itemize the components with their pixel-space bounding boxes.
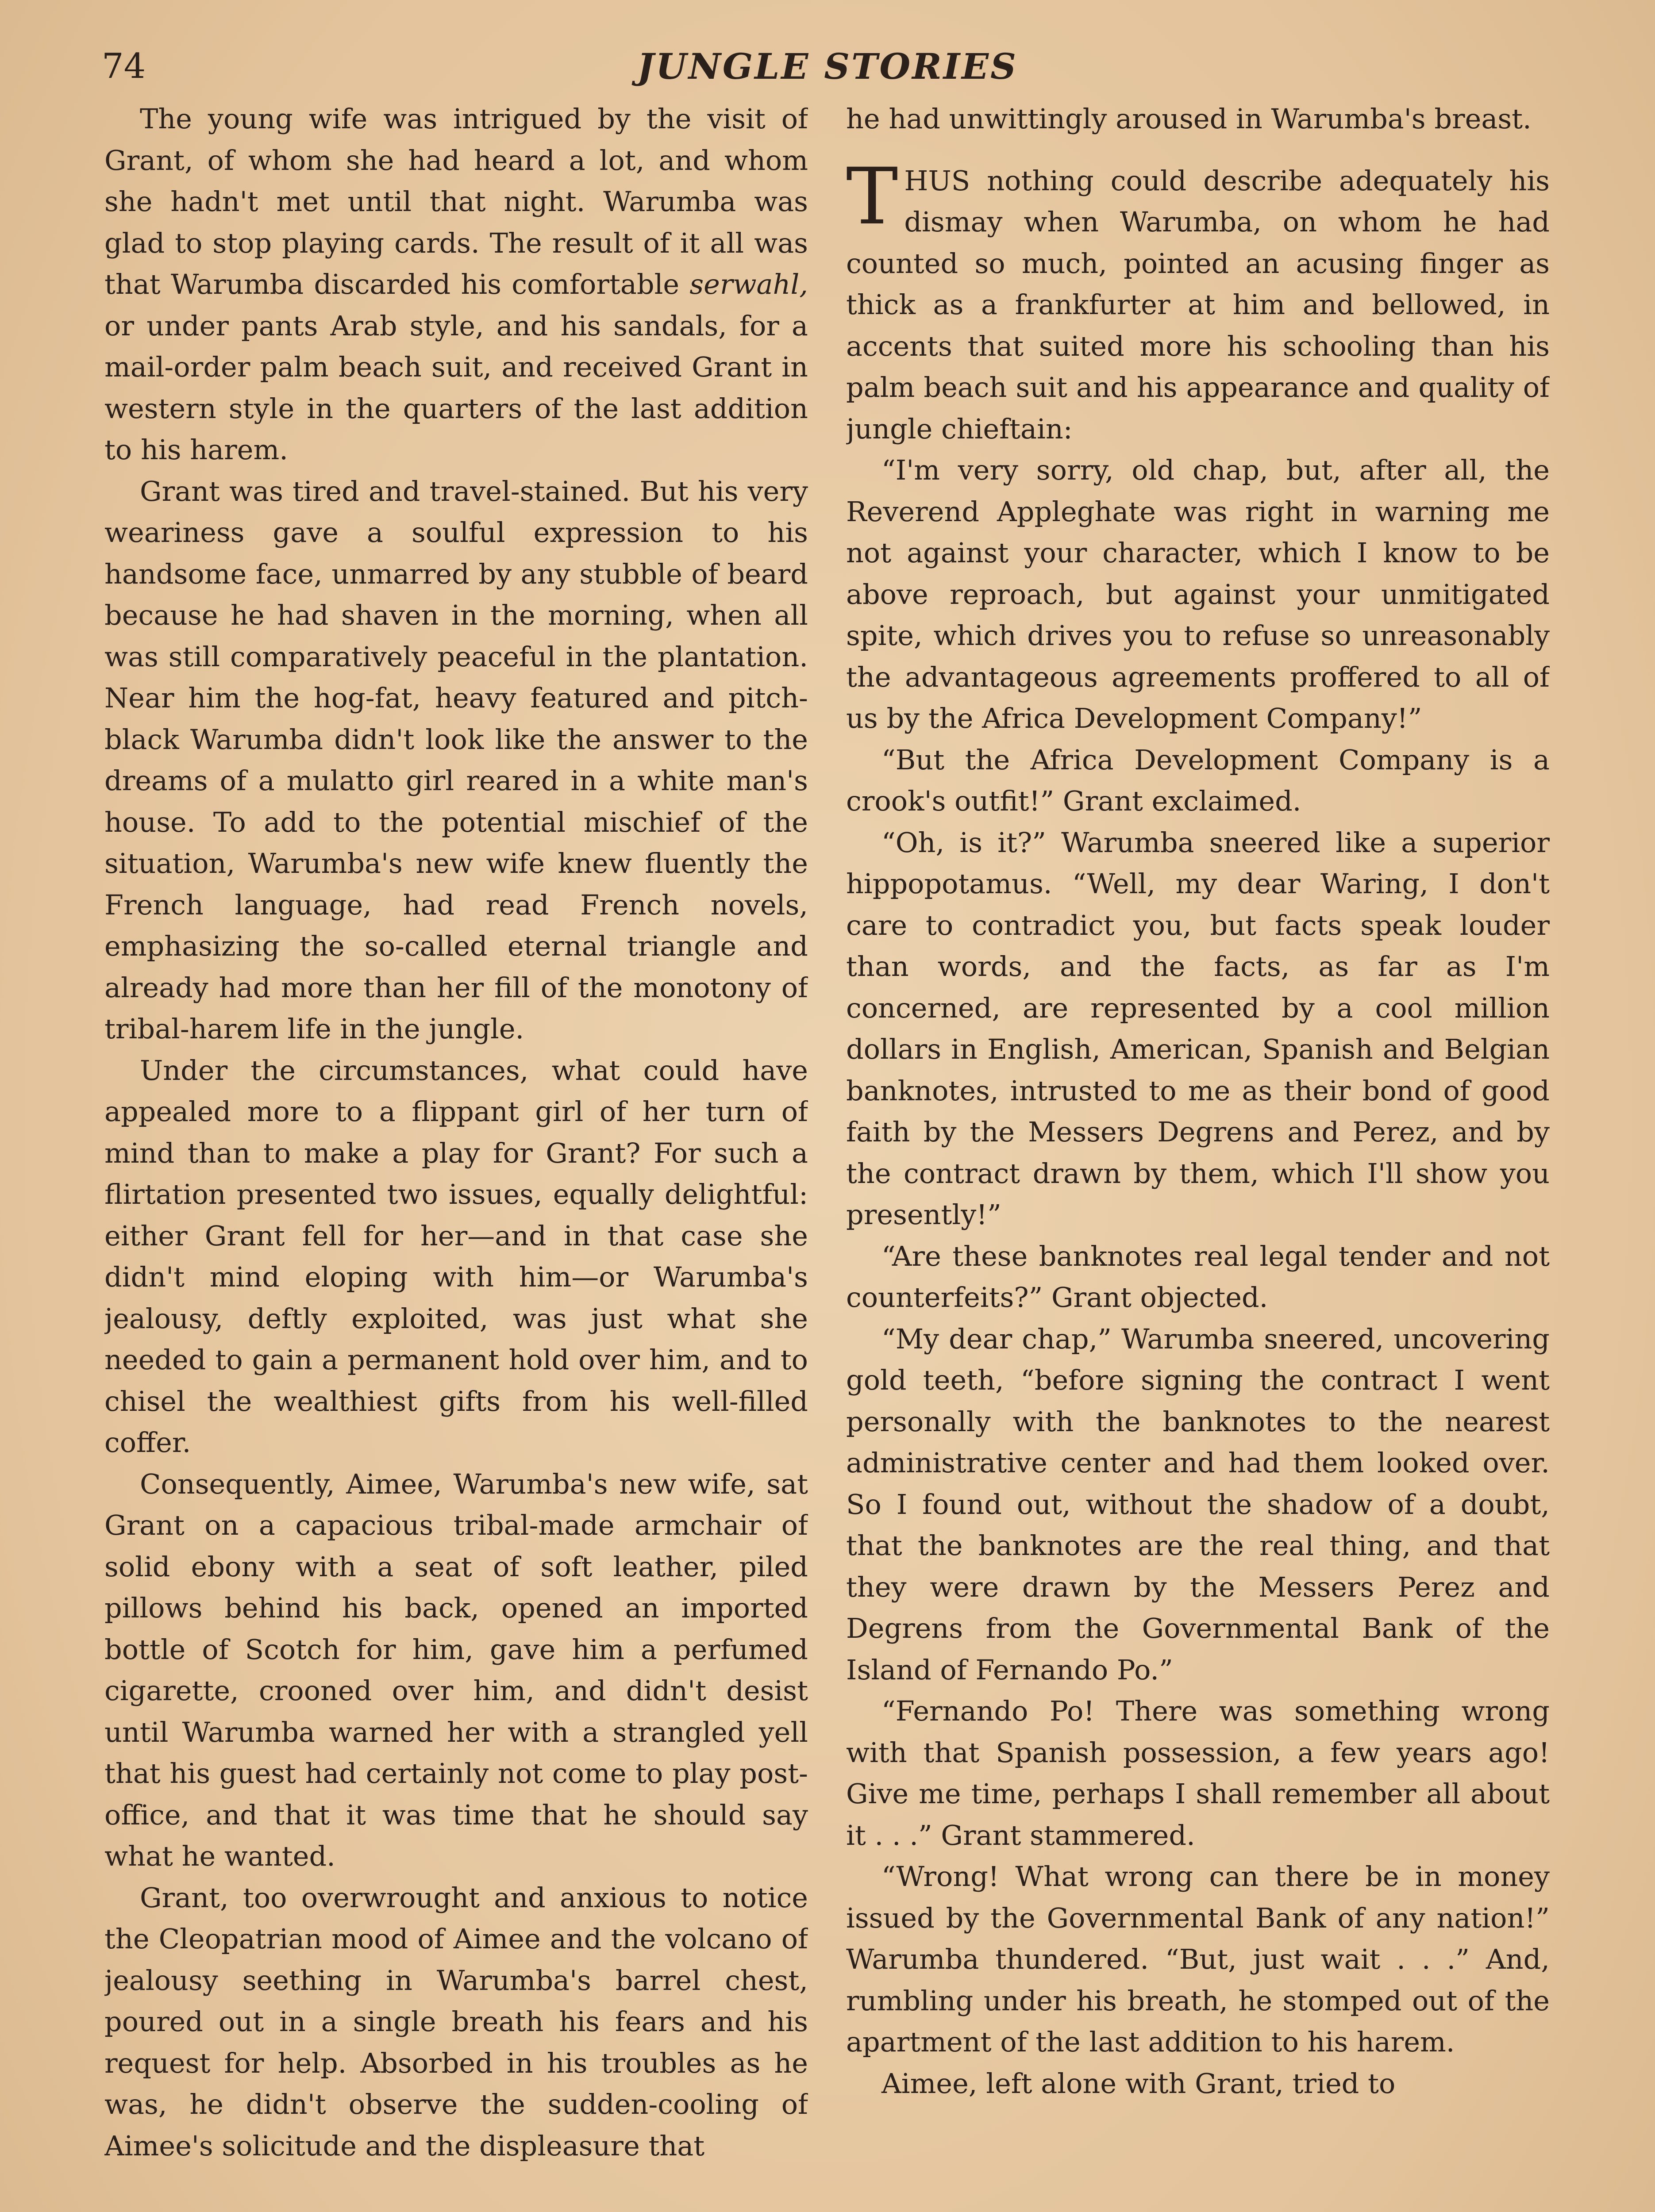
paragraph: “But the Africa Development Company is a crook's outfit!” Grant exclaimed. [846,743,1550,817]
paragraph: “Fernando Po! There was something wrong with that Spanish possession, a few years ago! Give me time, perhaps I shall remember all about it . . .” Grant stammered. [846,1695,1550,1851]
paragraph: “Oh, is it?” Warumba sneered like a superior hippopotamus. “Well, my dear Waring, I don't care to contradict you, but facts speak louder than words, and the facts, as far as I'm concerned, are represented by a cool million dollars in English, American, Spanish and Belgian banknotes, intrusted to me as their bond of good faith by the Messers Degrens and Perez, and by the contract drawn by them, which I'll show you presently!” [846,826,1550,1231]
paragraph: Grant was tired and travel-stained. But his very weariness gave a soulful expression to his handsome face, unmarred by any stubble of beard because he had shaven in the morning, when all was still comparatively peaceful in the plantation. Near him the hog-fat, heavy featured and pitch-black Warumba didn't look like the answer to the dreams of a mulatto girl reared in a white man's house. To add to the potential mischief of the situation, Warumba's new wife knew fluently the French language, had read French novels, emphasizing the so-called eternal triangle and already had more than her fill of the monotony of tribal-harem life in the jungle. [104,475,808,1045]
paragraph: “I'm very sorry, old chap, but, after all, the Reverend Appleghate was right in warning me not against your character, which I know to be above reproach, but against your unmitigated spite, which drives you to refuse so unreasonably the advantageous agreements proffered to all of us by the Africa Development Company!” [846,454,1550,734]
paragraph: Consequently, Aimee, Warumba's new wife, sat Grant on a capacious tribal-made armchair of solid ebony with a seat of soft leather, piled pillows behind his back, opened an imported bottle of Scotch for him, gave him a perfumed cigarette, crooned over him, and didn't desist until Warumba warned her with a strangled yell that his guest had certainly not come to play post-office, and that it was time that he should say what he wanted. [104,1467,808,1872]
paragraph: Grant, too overwrought and anxious to notice the Cleopatrian mood of Aimee and the volcano of jealousy seething in Warumba's barrel chest, poured out in a single breath his fears and his request for help. Absorbed in his troubles as he was, he didn't observe the sudden-cooling of Aimee's solicitude and the displeasure that [104,1881,808,2162]
continued-paragraph: he had unwittingly aroused in Warumba's breast. [846,103,1532,135]
section-opening-paragraph: THUS nothing could describe adequately his dismay when Warumba, on whom he had counted so much, pointed an acusing finger as thick as a frankfurter at him and bellowed, in accents that suited more his schooling than his palm beach suit and his appearance and quality of jungle chieftain: [846,151,1550,445]
paragraph: “Wrong! What wrong can there be in money issued by the Governmental Bank of any nation!” Warumba thundered. “But, just wait . . .” And, rumbling under his breath, he stomped out of the apartment of the last addition to his harem. [846,1860,1550,2058]
paragraph: Aimee, left alone with Grant, tried to [881,2067,1396,2100]
page-number: 74 [102,46,146,86]
right-column [846,98,1550,2212]
drop-cap: T [846,151,898,242]
left-column [104,98,808,2212]
page-header [102,42,1553,95]
paragraph: Under the circumstances, what could have appealed more to a flippant girl of her turn of mind than to make a play for Grant? For such a flirtation presented two issues, equally delightful: either Grant fell for her—and in that case she didn't mind eloping with him—or Warumba's jealousy, deftly exploited, was just what she needed to gain a permanent hold over him, and to chisel the wealthiest gifts from his well-filled coffer. [104,1054,808,1459]
running-title: JUNGLE STORIES [637,46,1018,87]
paragraph: “My dear chap,” Warumba sneered, uncovering gold teeth, “before signing the contract I went personally with the banknotes to the nearest administrative center and had them looked over. So I found out, without the shadow of a doubt, that the banknotes are the real thing, and that they were drawn by the Messers Perez and Degrens from the Governmental Bank of the Island of Fernando Po.” [846,1322,1550,1686]
paragraph: “Are these banknotes real legal tender and not counterfeits?” Grant objected. [846,1240,1550,1313]
paragraph: The young wife was intrigued by the visit of Grant, of whom she had heard a lot, and whom she hadn't met until that night. Warumba was glad to stop playing cards. The result of it all was that Warumba discarded his comfortable serwahl, or under pants Arab style, and his sandals, for a mail-order palm beach suit, and received Grant in western style in the quarters of the last addition to his harem. [104,103,808,466]
italic-word: serwahl, [689,268,808,300]
